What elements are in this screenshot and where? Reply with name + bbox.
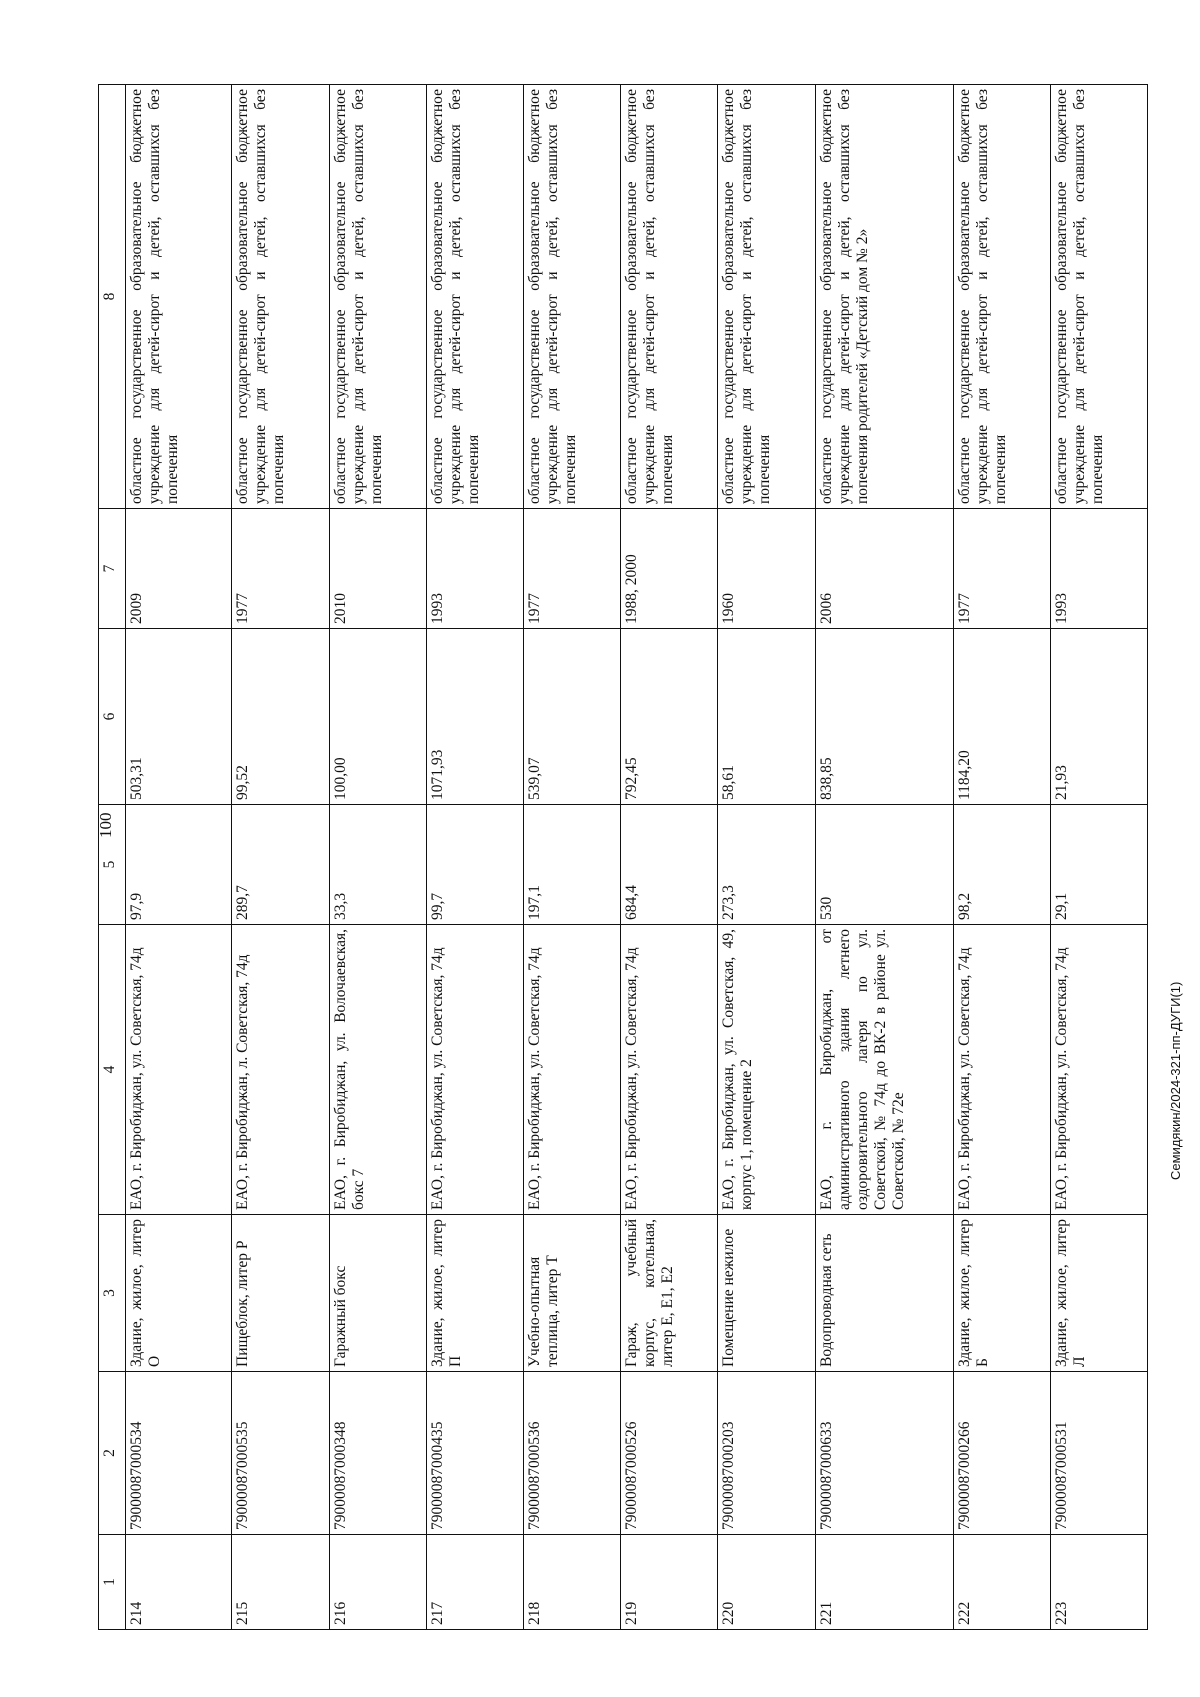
value-col5-cell: 33,3 [329, 805, 426, 925]
header-row [99, 85, 126, 1630]
document-footer-code: Семидякин/2024-321-пп-ДУГИ(1) [1168, 981, 1183, 1180]
value-col6-cell: 100,00 [329, 629, 426, 805]
object-name-cell: Здание, жилое, литер О [126, 1215, 232, 1372]
column-header: 6 [99, 629, 126, 805]
registry-number-cell: 79000087000266 [953, 1372, 1050, 1535]
value-col6-cell: 21,93 [1050, 629, 1147, 805]
holder-cell: областное государственное образовательное бюджетное учреждение для детей-сирот и детей, оставшихся без попечения [621, 85, 718, 509]
year-cell: 1977 [232, 509, 329, 629]
year-cell: 1977 [953, 509, 1050, 629]
value-col6-cell: 838,85 [815, 629, 953, 805]
table-row [621, 85, 718, 1630]
holder-cell: областное государственное образовательное бюджетное учреждение для детей-сирот и детей, оставшихся без попечения [718, 85, 815, 509]
value-col5-cell: 98,2 [953, 805, 1050, 925]
table-row [329, 85, 426, 1630]
registry-number-cell: 79000087000203 [718, 1372, 815, 1535]
column-header: 5 [99, 805, 126, 925]
value-col5-cell: 684,4 [621, 805, 718, 925]
row-number-cell: 218 [523, 1535, 620, 1630]
column-header: 2 [99, 1372, 126, 1535]
value-col5-cell: 197,1 [523, 805, 620, 925]
row-number-cell: 215 [232, 1535, 329, 1630]
value-col5-cell: 29,1 [1050, 805, 1147, 925]
column-header: 7 [99, 509, 126, 629]
year-cell: 1993 [426, 509, 523, 629]
value-col5-cell: 99,7 [426, 805, 523, 925]
row-number-cell: 220 [718, 1535, 815, 1630]
registry-number-cell: 79000087000536 [523, 1372, 620, 1535]
year-cell: 1977 [523, 509, 620, 629]
table-row [953, 85, 1050, 1630]
row-number-cell: 217 [426, 1535, 523, 1630]
object-name-cell: Помещение нежилое [718, 1215, 815, 1372]
holder-cell: областное государственное образовательное бюджетное учреждение для детей-сирот и детей, оставшихся без попечения [523, 85, 620, 509]
table-row [1050, 85, 1147, 1630]
table-row [718, 85, 815, 1630]
table-row [426, 85, 523, 1630]
object-name-cell: Гараж, учебный корпус, котельная, литер Е, Е1, Е2 [621, 1215, 718, 1372]
object-name-cell: Водопроводная сеть [815, 1215, 953, 1372]
registry-number-cell: 79000087000534 [126, 1372, 232, 1535]
value-col5-cell: 289,7 [232, 805, 329, 925]
value-col6-cell: 792,45 [621, 629, 718, 805]
holder-cell: областное государственное образовательное бюджетное учреждение для детей-сирот и детей, оставшихся без попечения [232, 85, 329, 509]
value-col6-cell: 1184,20 [953, 629, 1050, 805]
address-cell: ЕАО, г. Биробиджан, ул. Советская, 74д [1050, 925, 1147, 1215]
holder-cell: областное государственное образовательное бюджетное учреждение для детей-сирот и детей, оставшихся без попечения [1050, 85, 1147, 509]
object-name-cell: Здание, жилое, литер Л [1050, 1215, 1147, 1372]
value-col5-cell: 273,3 [718, 805, 815, 925]
registry-number-cell: 79000087000435 [426, 1372, 523, 1535]
registry-number-cell: 79000087000531 [1050, 1372, 1147, 1535]
value-col6-cell: 503,31 [126, 629, 232, 805]
object-name-cell: Здание, жилое, литер Б [953, 1215, 1050, 1372]
year-cell: 2009 [126, 509, 232, 629]
registry-number-cell: 79000087000348 [329, 1372, 426, 1535]
row-number-cell: 223 [1050, 1535, 1147, 1630]
address-cell: ЕАО, г. Биробиджан, ул. Советская, 74д [621, 925, 718, 1215]
table-row [815, 85, 953, 1630]
value-col6-cell: 1071,93 [426, 629, 523, 805]
address-cell: ЕАО, г. Биробиджан, ул. Советская, 74д [523, 925, 620, 1215]
holder-cell: областное государственное образовательное бюджетное учреждение для детей-сирот и детей, оставшихся без попечения родителей «Детский дом № 2» [815, 85, 953, 509]
column-header: 8 [99, 85, 126, 509]
address-cell: ЕАО, г. Биробиджан, ул. Волочаевская, бокс 7 [329, 925, 426, 1215]
row-number-cell: 222 [953, 1535, 1050, 1630]
address-cell: ЕАО, г. Биробиджан, ул. Советская, 74д [953, 925, 1050, 1215]
value-col6-cell: 539,07 [523, 629, 620, 805]
address-cell: ЕАО, г. Биробиджан, л. Советская, 74д [232, 925, 329, 1215]
registry-number-cell: 79000087000633 [815, 1372, 953, 1535]
year-cell: 2006 [815, 509, 953, 629]
column-header: 1 [99, 1535, 126, 1630]
object-name-cell: Гаражный бокс [329, 1215, 426, 1372]
address-cell: ЕАО, г. Биробиджан, ул. Советская, 74д [126, 925, 232, 1215]
table-row [232, 85, 329, 1630]
holder-cell: областное государственное образовательное бюджетное учреждение для детей-сирот и детей, оставшихся без попечения [329, 85, 426, 509]
address-cell: ЕАО, г. Биробиджан, ул. Советская, 49, корпус 1, помещение 2 [718, 925, 815, 1215]
object-name-cell: Здание, жилое, литер П [426, 1215, 523, 1372]
value-col5-cell: 530 [815, 805, 953, 925]
registry-number-cell: 79000087000535 [232, 1372, 329, 1535]
registry-number-cell: 79000087000526 [621, 1372, 718, 1535]
rotated-table-container [98, 85, 1148, 1630]
page-number: 100 [96, 812, 115, 838]
property-table [98, 84, 1148, 1630]
row-number-cell: 214 [126, 1535, 232, 1630]
holder-cell: областное государственное образовательное бюджетное учреждение для детей-сирот и детей, оставшихся без попечения [126, 85, 232, 509]
value-col6-cell: 99,52 [232, 629, 329, 805]
address-cell: ЕАО, г. Биробиджан, ул. Советская, 74д [426, 925, 523, 1215]
object-name-cell: Пищеблок, литер Р [232, 1215, 329, 1372]
year-cell: 1988, 2000 [621, 509, 718, 629]
row-number-cell: 219 [621, 1535, 718, 1630]
object-name-cell: Учебно-опытная теплица, литер Т [523, 1215, 620, 1372]
table-row [523, 85, 620, 1630]
address-cell: ЕАО, г. Биробиджан, от административного здания летнего оздоровительного лагеря по ул. Советской, № 74д до ВК-2 в районе ул. Советской, № 72е [815, 925, 953, 1215]
holder-cell: областное государственное образовательное бюджетное учреждение для детей-сирот и детей, оставшихся без попечения [426, 85, 523, 509]
year-cell: 2010 [329, 509, 426, 629]
holder-cell: областное государственное образовательное бюджетное учреждение для детей-сирот и детей, оставшихся без попечения [953, 85, 1050, 509]
value-col5-cell: 97,9 [126, 805, 232, 925]
row-number-cell: 221 [815, 1535, 953, 1630]
column-header: 4 [99, 925, 126, 1215]
year-cell: 1960 [718, 509, 815, 629]
table-row [126, 85, 232, 1630]
column-header: 3 [99, 1215, 126, 1372]
value-col6-cell: 58,61 [718, 629, 815, 805]
year-cell: 1993 [1050, 509, 1147, 629]
row-number-cell: 216 [329, 1535, 426, 1630]
